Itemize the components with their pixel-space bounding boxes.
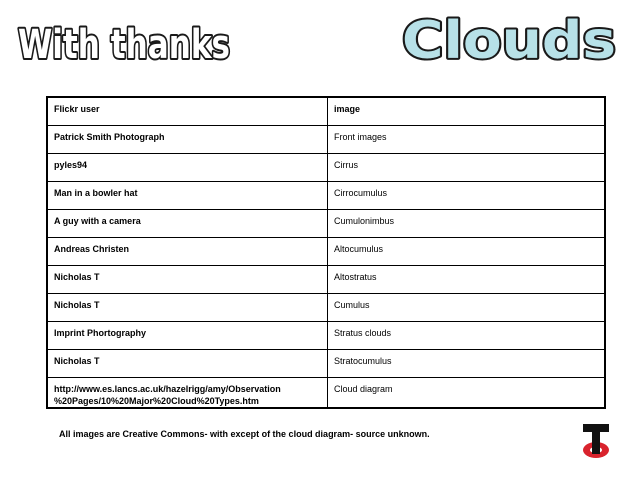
url-line-2: %20Pages/10%20Major%20Cloud%20Types.htm	[54, 395, 259, 406]
header-titles	[0, 0, 638, 92]
flickr-user-cell: Andreas Christen	[47, 237, 328, 265]
url-line-1: http://www.es.lancs.ac.uk/hazelrigg/amy/Observation	[54, 383, 281, 394]
flickr-user-cell: Nicholas T	[47, 265, 328, 293]
flickr-user-cell: A guy with a camera	[47, 209, 328, 237]
table-row	[47, 265, 605, 293]
image-cell: Front images	[328, 125, 606, 153]
table-row	[47, 321, 605, 349]
footnote: All images are Creative Commons- with except of the cloud diagram- source unknown.	[59, 429, 430, 439]
flickr-user-cell: Nicholas T	[47, 349, 328, 377]
image-cell: Cumulonimbus	[328, 209, 606, 237]
table-row	[47, 153, 605, 181]
flickr-user-cell-url	[47, 377, 328, 408]
page-header	[0, 0, 638, 92]
table-row	[47, 293, 605, 321]
title-with-thanks: With thanks	[18, 22, 230, 68]
table-row	[47, 237, 605, 265]
column-header-image: image	[328, 97, 606, 125]
image-cell: Cirrus	[328, 153, 606, 181]
table-row	[47, 209, 605, 237]
table-header-row	[47, 97, 605, 125]
flickr-user-cell: Patrick Smith Photograph	[47, 125, 328, 153]
image-cell: Cirrocumulus	[328, 181, 606, 209]
flickr-user-cell: pyles94	[47, 153, 328, 181]
image-cell: Stratus clouds	[328, 321, 606, 349]
title-clouds: Clouds	[402, 11, 616, 71]
image-cell: Altocumulus	[328, 237, 606, 265]
logo	[580, 422, 612, 460]
flickr-user-cell: Nicholas T	[47, 293, 328, 321]
table-row	[47, 181, 605, 209]
image-cell: Stratocumulus	[328, 349, 606, 377]
credits-table	[46, 96, 606, 409]
image-cell: Cloud diagram	[328, 377, 606, 408]
flickr-user-cell: Man in a bowler hat	[47, 181, 328, 209]
logo-icon	[580, 422, 612, 460]
image-cell: Altostratus	[328, 265, 606, 293]
column-header-flickr-user: Flickr user	[47, 97, 328, 125]
table-row	[47, 349, 605, 377]
image-cell: Cumulus	[328, 293, 606, 321]
table-row	[47, 125, 605, 153]
flickr-user-cell: Imprint Phortography	[47, 321, 328, 349]
table-row	[47, 377, 605, 408]
